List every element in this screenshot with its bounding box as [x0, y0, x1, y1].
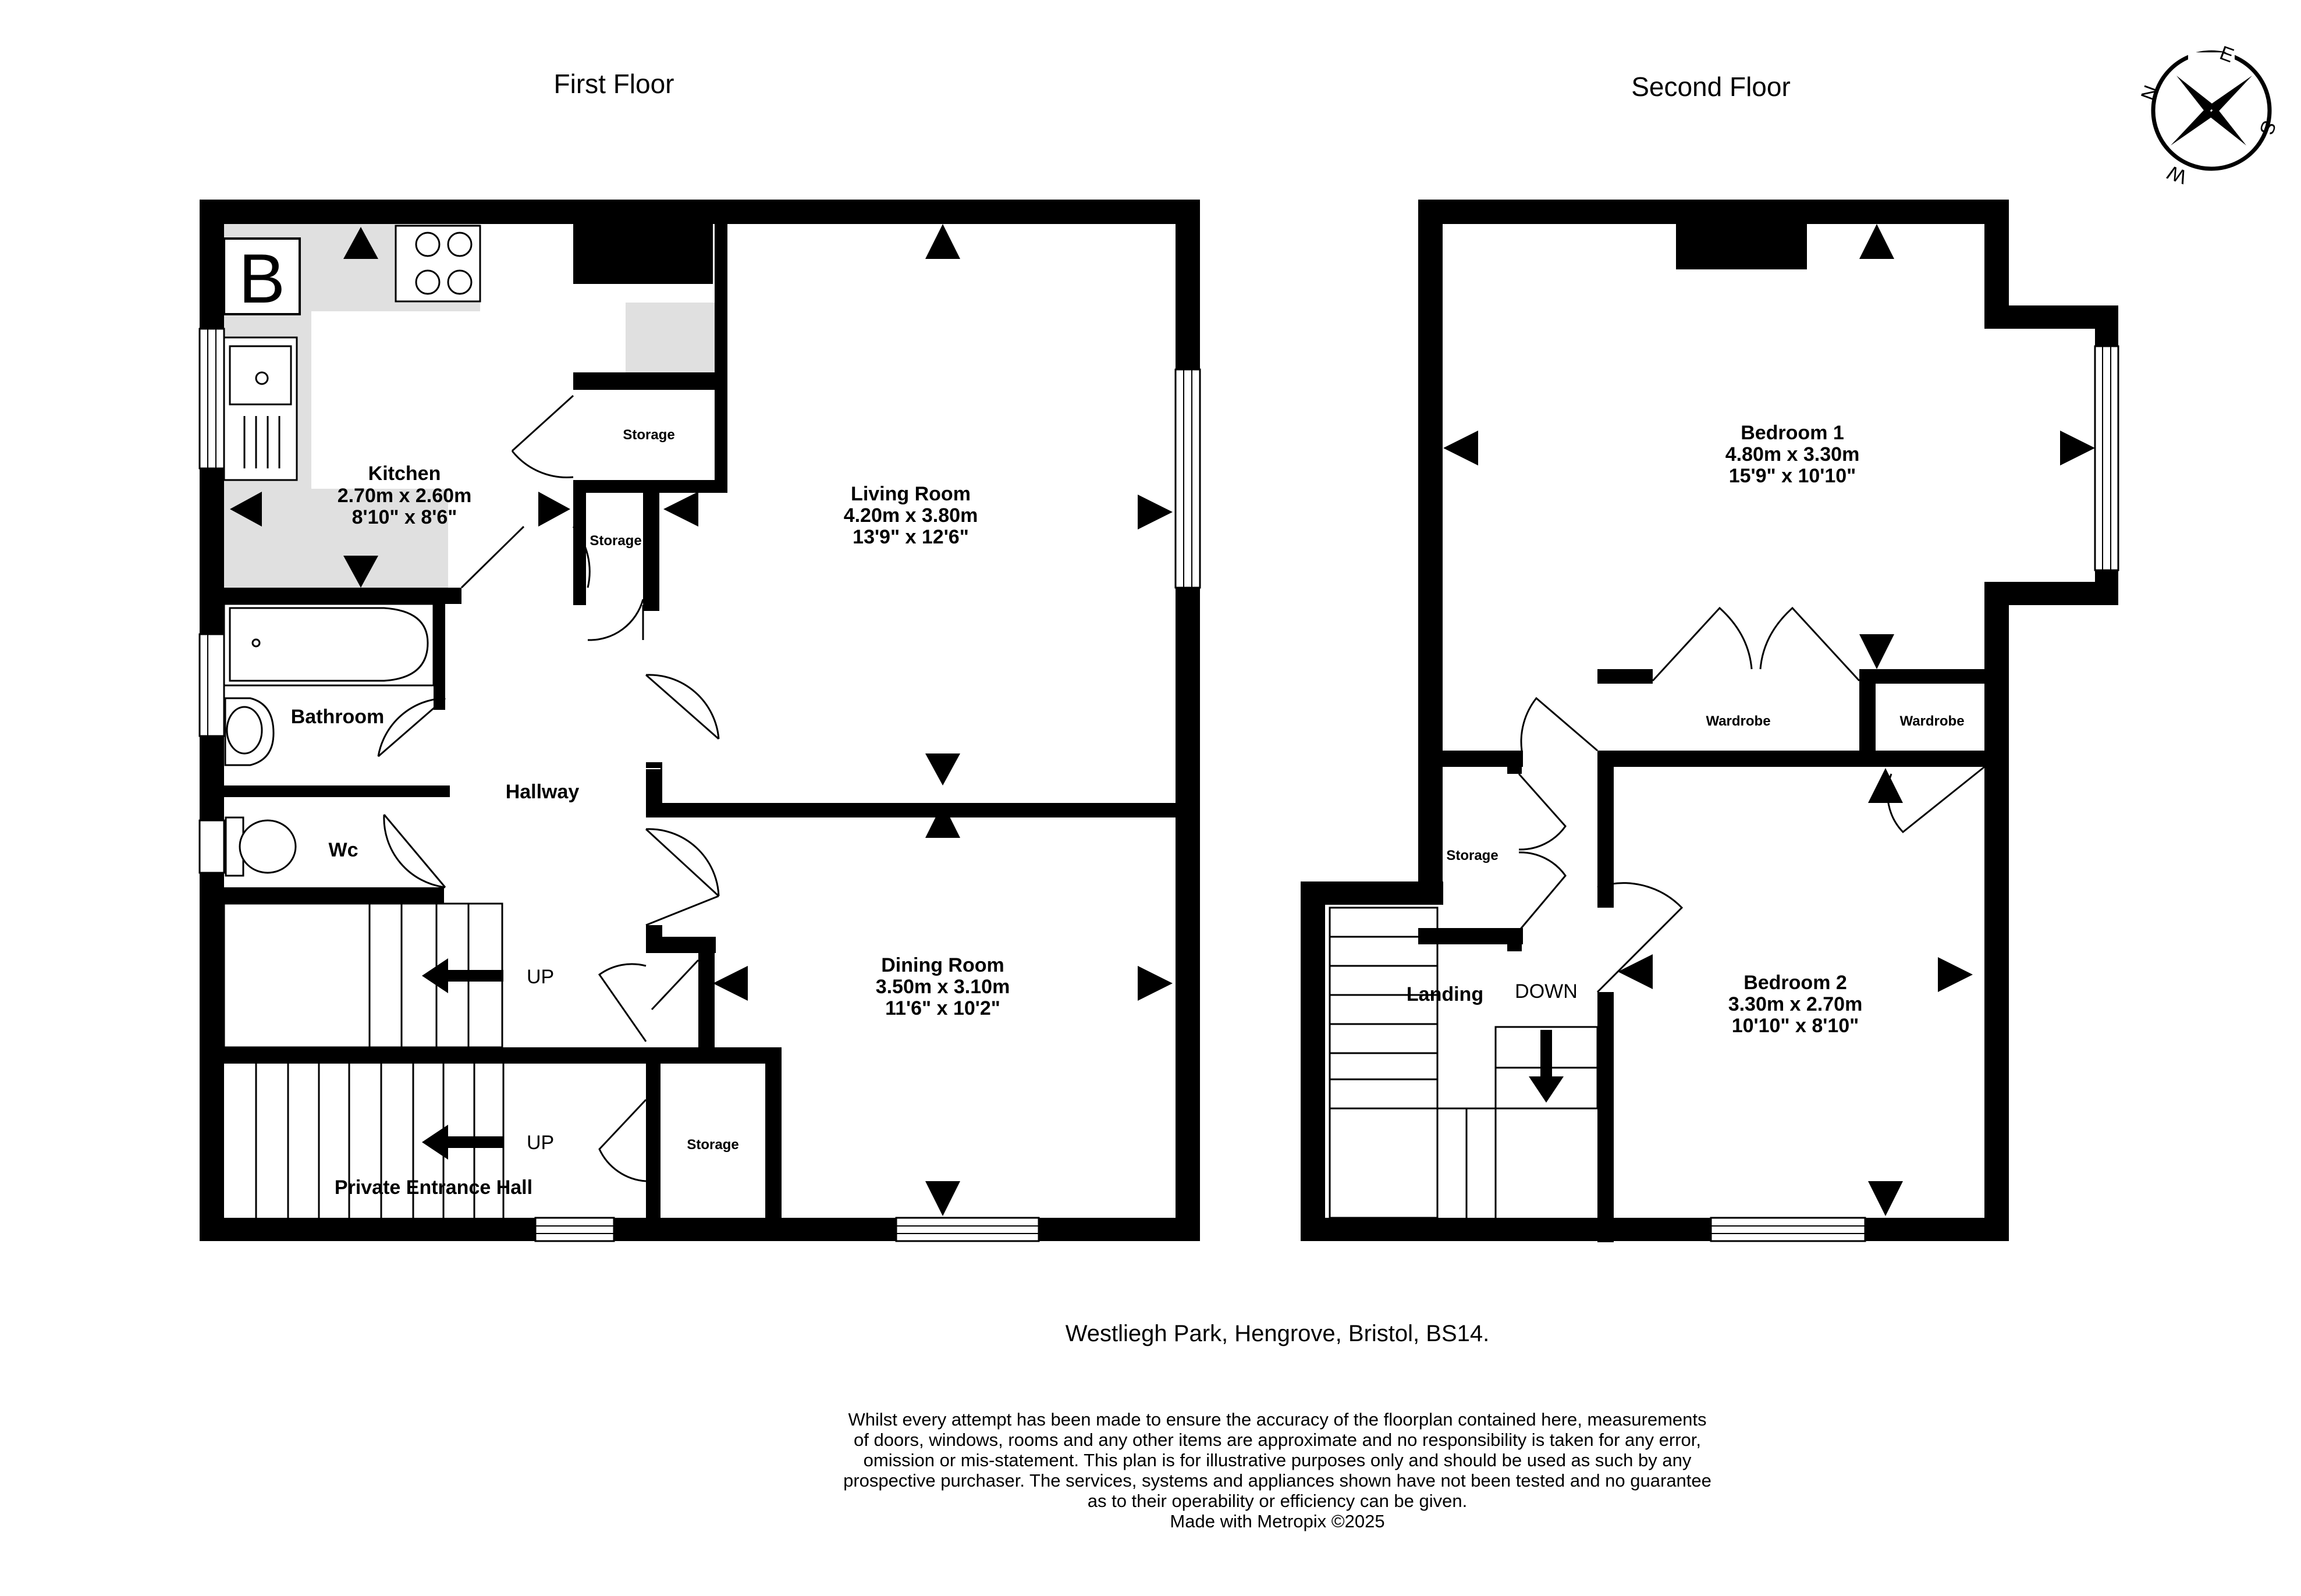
compass-north: N: [2136, 82, 2162, 104]
wardrobe-label-2: Wardrobe: [1899, 713, 1965, 729]
dining-room-metric: 3.50m x 3.10m: [875, 976, 1010, 998]
compass-east: E: [2217, 41, 2237, 67]
disclaimer-line: of doors, windows, rooms and any other items are approximate and no responsibility is taken for any error,: [853, 1430, 1702, 1450]
wc-name: Wc: [328, 839, 358, 861]
toilet-icon: [226, 817, 296, 876]
dining-room-imperial: 11'6" x 10'2": [885, 997, 1000, 1019]
boiler-icon: [224, 239, 300, 318]
stairs-up-label-lower: UP: [527, 1132, 555, 1154]
living-room-metric: 4.20m x 3.80m: [843, 504, 978, 527]
storage-label-kitchen: Storage: [623, 427, 675, 443]
storage-label-hall: Storage: [590, 533, 642, 549]
stairs-up-label: UP: [527, 966, 555, 988]
bedroom2-name: Bedroom 2: [1743, 972, 1847, 994]
storage-label-entrance: Storage: [687, 1137, 739, 1153]
disclaimer: [843, 1409, 1711, 1531]
disclaimer-line: as to their operability or efficiency can be given.: [1087, 1491, 1468, 1511]
living-room-name: Living Room: [851, 483, 971, 505]
storage-label-landing: Storage: [1446, 848, 1499, 863]
compass-west: W: [2164, 161, 2190, 189]
down-arrow-icon: [1529, 1030, 1564, 1103]
first-floor-plan: [200, 200, 1200, 1241]
first-floor-title: First Floor: [553, 69, 674, 99]
bedroom1-metric: 4.80m x 3.30m: [1725, 443, 1860, 465]
living-room-imperial: 13'9" x 12'6": [853, 526, 969, 548]
kitchen-metric: 2.70m x 2.60m: [337, 485, 472, 507]
compass-icon: [2137, 42, 2280, 188]
bedroom2-imperial: 10'10" x 8'10": [1731, 1015, 1859, 1037]
disclaimer-line: omission or mis-statement. This plan is for illustrative purposes only and should be used as such by any: [863, 1450, 1692, 1470]
dining-room-name: Dining Room: [881, 954, 1004, 976]
stairs-second: [1330, 908, 1597, 1218]
bedroom2-metric: 3.30m x 2.70m: [1728, 993, 1863, 1015]
property-address: Westliegh Park, Hengrove, Bristol, BS14.: [1065, 1321, 1490, 1346]
down-label: DOWN: [1515, 980, 1578, 1003]
kitchen-imperial: 8'10" x 8'6": [351, 506, 457, 528]
compass-south: S: [2254, 118, 2281, 138]
entrance-hall-name: Private Entrance Hall: [334, 1176, 533, 1199]
bedroom1-name: Bedroom 1: [1741, 422, 1844, 444]
up-arrow-icon: [422, 958, 503, 993]
disclaimer-line: Made with Metropix ©2025: [1170, 1511, 1385, 1531]
bedroom1-imperial: 15'9" x 10'10": [1728, 465, 1856, 487]
kitchen-name: Kitchen: [368, 463, 441, 485]
up-arrow-icon-lower: [422, 1125, 503, 1160]
disclaimer-line: prospective purchaser. The services, systems and appliances shown have not been tested and no guarantee: [843, 1470, 1711, 1491]
bath-icon: [224, 604, 434, 685]
svg-text:B: B: [238, 240, 286, 318]
bathroom-name: Bathroom: [290, 706, 385, 728]
landing-name: Landing: [1406, 983, 1484, 1005]
second-floor-title: Second Floor: [1631, 72, 1791, 102]
hallway-name: Hallway: [505, 781, 580, 803]
disclaimer-line: Whilst every attempt has been made to ensure the accuracy of the floorplan contained here, measurements: [848, 1409, 1707, 1430]
sink-icon: [224, 337, 297, 480]
second-floor-plan: [1301, 200, 2118, 1242]
wardrobe-label-1: Wardrobe: [1706, 713, 1771, 729]
basin-icon: [225, 698, 274, 765]
hob-icon: [396, 226, 480, 301]
